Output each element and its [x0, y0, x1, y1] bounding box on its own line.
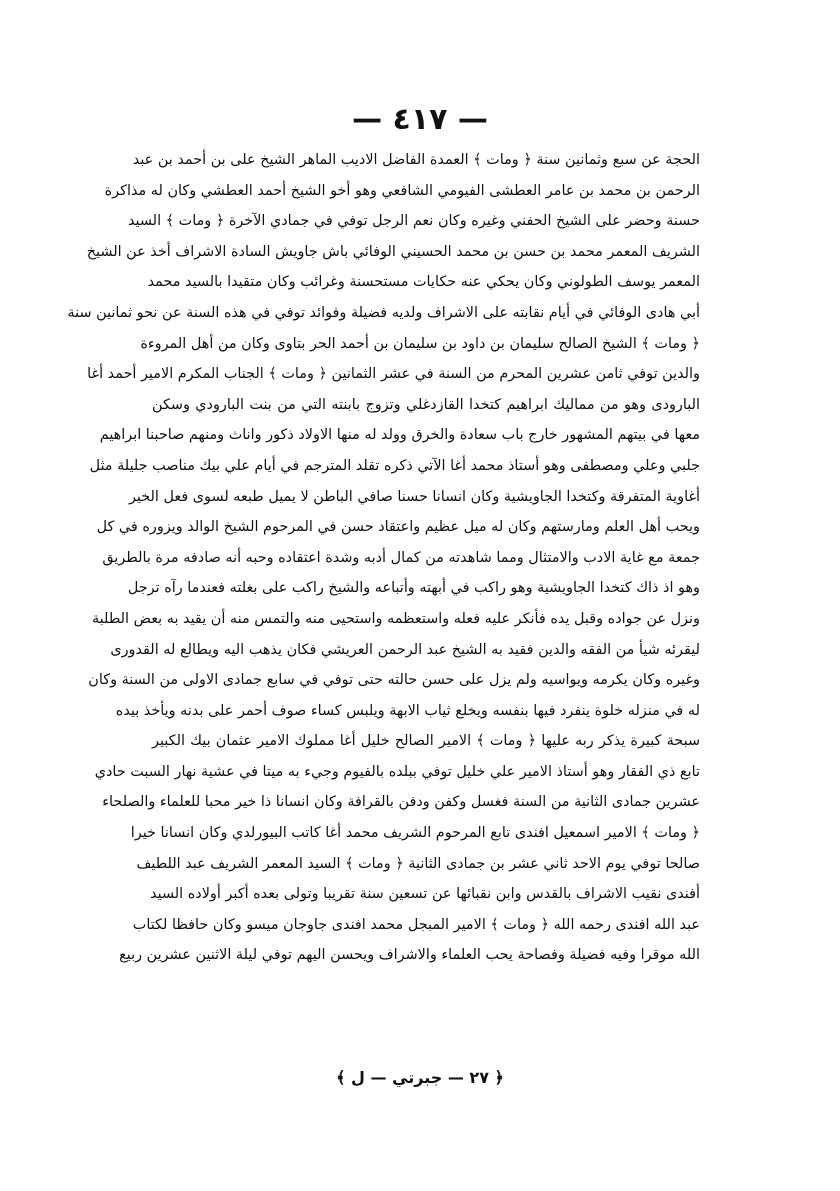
text-line: الرحمن بن محمد بن عامر العطشى الفيومي الشافعي وهو أخو الشيخ أحمد العطشي وكان له مذاكرة: [104, 182, 700, 199]
text-line: الحجة عن سبع وثمانين سنة ﴿ ومات ﴾ العمدة الفاضل الاديب الماهر الشيخ على بن أحمد بن عبد: [132, 152, 700, 168]
text-line: ويحب أهل العلم ومارستهم وكان له ميل عظيم واعتقاد حسن في المرحوم الشيخ الوالد ويزوره في كل: [96, 519, 700, 536]
text-line: معها في بيتهم المشهور خارج باب سعادة والخرق وولد له منها الاولاد ذكور واناث ومنهم صاحبنا ابراهيم: [99, 427, 700, 444]
text-line: والدين توفي ثامن عشرين المحرم من السنة في عشر الثمانين ﴿ ومات ﴾ الجناب المكرم الامير أحمد أغا: [87, 366, 700, 383]
text-line: ليقرئه شيأ من الفقه والدين فقيد به الشيخ عبد الرحمن العريشي فكان يذهب اليه ويطالع له القدورى: [110, 641, 700, 658]
page-number: — ٤١٧ —: [352, 102, 488, 137]
text-line: له في منزله خلوة ينفرد فيها بنفسه ويخلع ثياب الابهة ويلبس كساء صوف أحمر على بدنه ويأخذ بيده: [115, 702, 700, 719]
text-line: سبحة كبيرة يذكر ربه عليها ﴿ ومات ﴾ الامير الصالح خليل أغا مملوك الامير عثمان بيك الكبير: [152, 733, 700, 750]
text-line: ﴿ ومات ﴾ الامير اسمعيل افندى تابع المرحوم الشريف محمد أغا كاتب البيورلدي وكان انسانا خيرا: [130, 825, 700, 842]
signature-mark: ﴿ ٢٧ — جبرتي — ل ﴾: [336, 1068, 504, 1087]
text-line: وهو اذ ذاك كتخدا الجاويشية وهو راكب في أبهته وأتباعه والشيخ راكب على بغلته فعندما رآه ترجل: [127, 580, 700, 597]
text-line: الشريف المعمر محمد بن حسن بن محمد الحسيني الوفائي باش جاويش السادة الاشراف أخذ عن الشيخ: [86, 243, 700, 260]
text-line: عبد الله افندى رحمه الله ﴿ ومات ﴾ الامير المبجل محمد افندى جاوجان ميسو وكان حافظا لكتاب: [132, 916, 700, 933]
text-line: جمعة مع غاية الادب والامتثال ومما شاهدته من كمال أدبه وشدة اعتقاده وحبه أنه صادفه مرة بالطريق: [102, 549, 700, 566]
text-line: صالحا توفي يوم الاحد ثاني عشر بن جمادى الثانية ﴿ ومات ﴾ السيد المعمر الشريف عبد اللطيف: [136, 855, 700, 872]
text-line: أغاوية المتفرقة وكتخدا الجاويشية وكان انسانا حسنا صافي الباطن لا يميل طبعه لسوى فعل الخير: [128, 488, 700, 505]
text-line: وغيره وكان يكرمه ويواسيه ولم يزل على حسن حالته حتى توفي في سابع جمادى الاولى من السنة وكان: [88, 672, 700, 689]
text-line: عشرين جمادى الثانية من السنة فغسل وكفن ودفن بالقرافة وكان انسانا ذا خير محبا للعلماء والصلحاء: [102, 794, 700, 811]
text-line: البارودى وهو من مماليك ابراهيم كتخدا القازدغلي وتزوج بابنته التي من بنت البارودي وسكن: [152, 396, 700, 413]
text-line: الله موقرا وفيه فضيلة وفصاحة يحب العلماء والاشراف ويحسن اليهم توفي ليلة الاثنين عشرين ربيع: [119, 947, 700, 964]
text-line: أفندى نقيب الاشراف بالقدس وابن نقبائها عن تسعين سنة تقريبا وتولى بعده أكبر أولاده السيد: [150, 886, 700, 903]
body-text: [67, 145, 700, 971]
text-line: جلبي وعلي ومصطفى وهو أستاذ محمد أغا الآتي ذكره تقلد المترجم في أيام علي بيك مناصب جليلة مثل: [89, 457, 700, 474]
text-line: حسنة وحضر على الشيخ الحفني وغيره وكان نعم الرجل توفي في جمادي الآخرة ﴿ ومات ﴾ السيد: [127, 213, 700, 230]
text-line: المعمر يوسف الطولوني وكان يحكي عنه حكايات مستحسنة وغرائب وكان متقيدا بالسيد محمد: [147, 274, 700, 291]
text-line: ﴿ ومات ﴾ الشيخ الصالح سليمان بن داود بن سليمان بن أحمد الحر بتاوى وكان من أهل المروءة: [140, 335, 700, 352]
text-line: ونزل عن جواده وقبل يده فأنكر عليه فعله واستعظمه واستحيى منه والتمس منه أن يقيد به بعض الطلبة: [92, 610, 700, 627]
text-line: أبي هادى الوفائي في أيام نقابته على الاشراف ولديه فضيلة وفوائد توفي في هذه السنة عن نحو ثمانين سنة: [67, 304, 700, 321]
text-line: تابع ذي الفقار وهو أستاذ الامير علي خليل توفي ببلده بالفيوم وجيء به ميتا في عشية نهار السبت حادي: [94, 763, 700, 780]
